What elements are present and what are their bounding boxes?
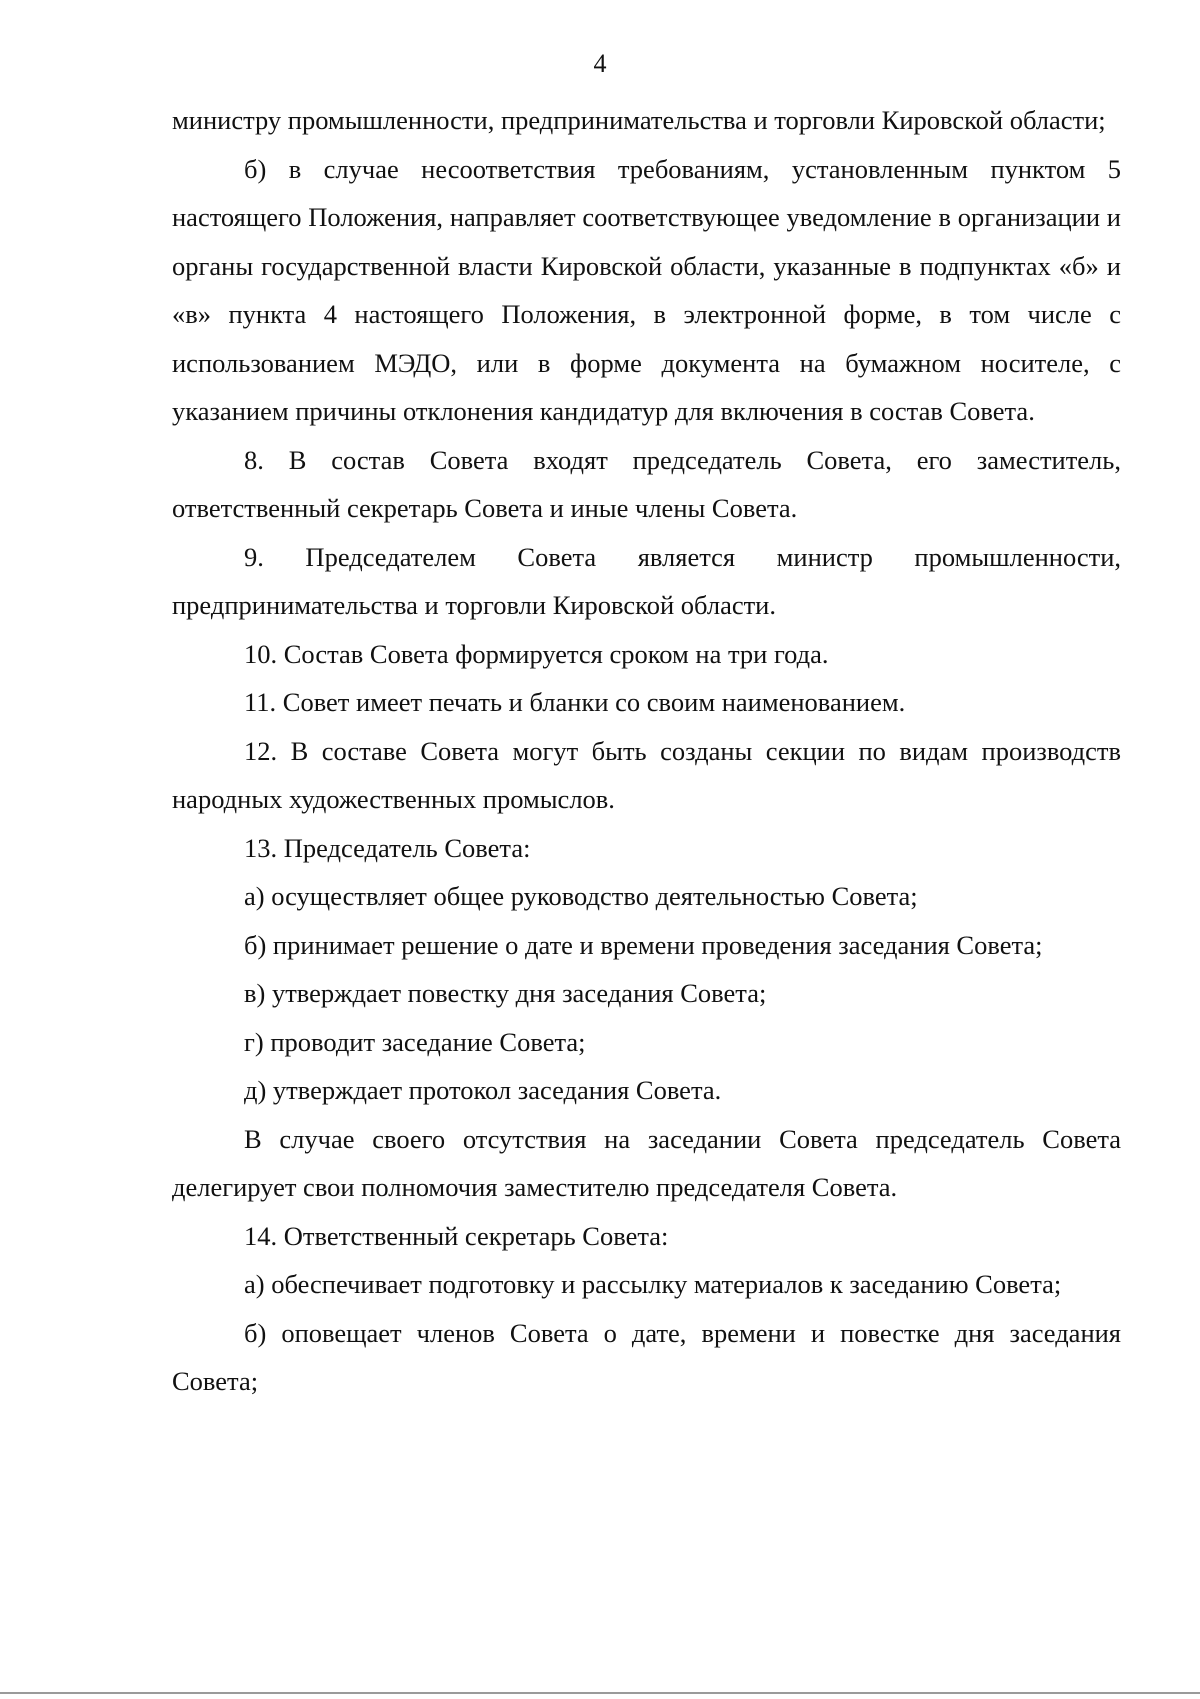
paragraph-item-8: 8. В состав Совета входят председатель Совета, его заместитель, ответственный секретарь Совета и иные члены Совета. — [172, 444, 1121, 523]
paragraph-item-14: 14. Ответственный секретарь Совета: — [244, 1220, 669, 1251]
scan-bottom-edge — [0, 1692, 1200, 1694]
paragraph-item-13: 13. Председатель Совета: — [244, 832, 531, 863]
paragraph-item-12: 12. В составе Совета могут быть созданы секции по видам производств народных художественных промыслов. — [172, 735, 1121, 814]
paragraph-item-9: 9. Председателем Совета является министр промышленности, предпринимательства и торговли Кировской области. — [172, 541, 1121, 620]
paragraph-item-13-d: д) утверждает протокол заседания Совета. — [244, 1075, 722, 1105]
paragraph-item-14-b: б) оповещает членов Совета о дате, времени и повестке дня заседания Совета; — [172, 1317, 1121, 1396]
paragraph-subitem-b-rejection: б) в случае несоответствия требованиям, установленным пунктом 5 настоящего Положения, направляет соответствующее уведомление в организации и органы государственной власти Кировской области, указанные в подпунктах «б» и «в» пункта 4 настоящего Положения, в электронной форме, в том числе с использованием МЭДО, или в форме документа на бумажном носителе, с указанием причины отклонения кандидатур для включения в состав Совета. — [172, 153, 1121, 426]
paragraph-item-10: 10. Состав Совета формируется сроком на три года. — [244, 638, 829, 669]
paragraph-item-11: 11. Совет имеет печать и бланки со своим наименованием. — [244, 687, 906, 717]
paragraph-continuation: министру промышленности, предпринимательства и торговли Кировской области; — [172, 105, 1106, 135]
paragraph-item-13-b: б) принимает решение о дате и времени проведения заседания Совета; — [244, 929, 1043, 960]
paragraph-item-13-a: а) осуществляет общее руководство деятельностью Совета; — [244, 881, 918, 911]
page-number: 4 — [593, 49, 607, 78]
paragraph-item-14-a: а) обеспечивает подготовку и рассылку материалов к заседанию Совета; — [244, 1269, 1062, 1299]
document-body — [172, 96, 1121, 1406]
paragraph-chair-delegation: В случае своего отсутствия на заседании Совета председатель Совета делегирует свои полномочия заместителю председателя Совета. — [172, 1123, 1121, 1202]
paragraph-item-13-g: г) проводит заседание Совета; — [244, 1026, 586, 1057]
paragraph-item-13-v: в) утверждает повестку дня заседания Совета; — [244, 978, 767, 1008]
